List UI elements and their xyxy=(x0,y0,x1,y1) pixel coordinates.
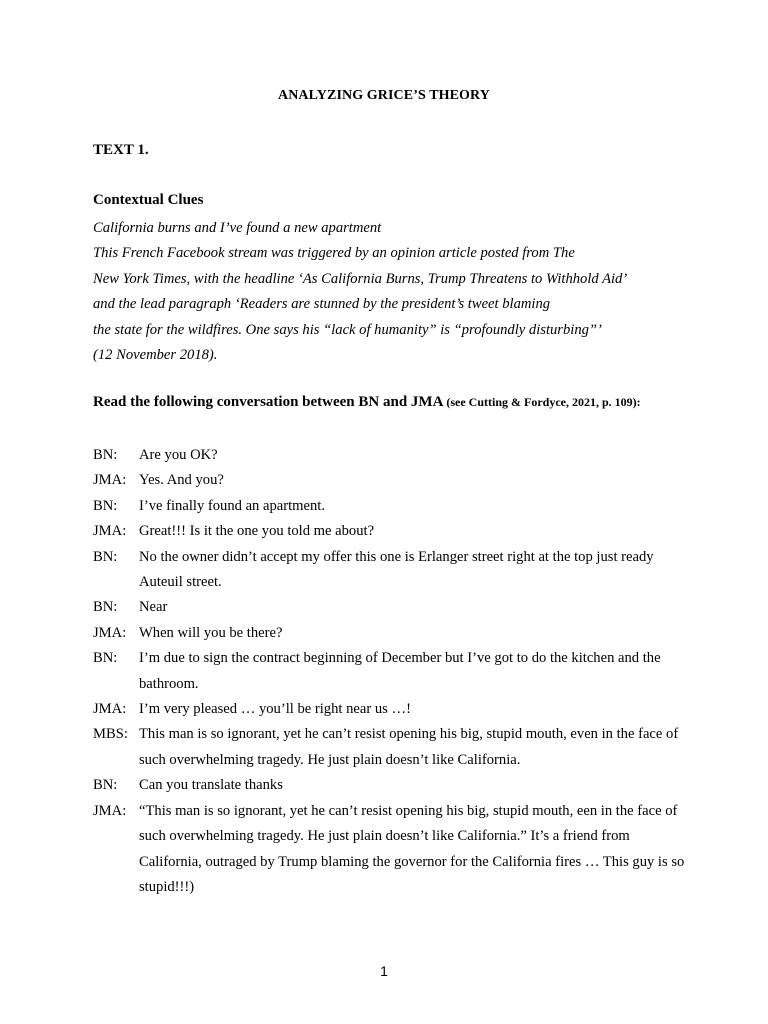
speaker-label: JMA: xyxy=(93,802,127,819)
utterance-text: No the owner didn’t accept my offer this one is Erlanger street right at the top just ready Auteuil street. xyxy=(139,548,654,591)
speaker-label: BN: xyxy=(93,650,118,667)
utterance-text: Near xyxy=(139,599,168,616)
conversation-turn xyxy=(93,646,693,697)
conversation-turn xyxy=(93,519,693,544)
conversation-turn xyxy=(93,799,693,901)
conversation-turn xyxy=(93,621,693,646)
conversation-turn xyxy=(93,443,693,468)
utterance-text: When will you be there? xyxy=(139,624,283,641)
utterance-text: “This man is so ignorant, yet he can’t resist opening his big, stupid mouth, een in the face of such overwhelming tragedy. He just plain doesn’t like California.” It’s a friend from California, outraged by Trump blaming the governor for the California fires … This guy is so stupid!!!) xyxy=(139,802,685,895)
conversation-turn xyxy=(93,697,693,722)
context-line: New York Times, with the headline ‘As California Burns, Trump Threatens to Withhold Aid’ xyxy=(93,270,628,287)
context-line: This French Facebook stream was triggered by an opinion article posted from The xyxy=(93,245,575,262)
utterance-text: Great!!! Is it the one you told me about? xyxy=(139,523,375,540)
speaker-label: BN: xyxy=(93,777,118,794)
speaker-label: JMA: xyxy=(93,624,127,641)
speaker-label: BN: xyxy=(93,599,118,616)
conversation-turn xyxy=(93,494,693,519)
speaker-label: JMA: xyxy=(93,701,127,718)
context-line: (12 November 2018). xyxy=(93,347,218,364)
text-label: TEXT 1. xyxy=(93,142,149,158)
instruction-reference: (see Cutting & Fordyce, 2021, p. 109): xyxy=(446,395,641,409)
utterance-text: I’ve finally found an apartment. xyxy=(139,497,325,514)
utterance-text: This man is so ignorant, yet he can’t resist opening his big, stupid mouth, even in the face of such overwhelming tragedy. He just plain doesn’t like California. xyxy=(139,726,679,768)
conversation-turn xyxy=(93,468,693,493)
utterance-text: I’m due to sign the contract beginning of December but I’ve got to do the kitchen and the bathroom. xyxy=(139,650,661,692)
speaker-label: BN: xyxy=(93,548,118,565)
speaker-label: BN: xyxy=(93,447,118,463)
utterance-text: I’m very pleased … you’ll be right near us …! xyxy=(139,701,411,718)
conversation xyxy=(93,443,693,900)
conversation-turn xyxy=(93,773,693,798)
context-line: the state for the wildfires. One says his “lack of humanity” is “profoundly disturbing”’ xyxy=(93,321,602,338)
page-title: ANALYZING GRICE’S THEORY xyxy=(278,88,490,103)
speaker-label: JMA: xyxy=(93,523,127,540)
conversation-turn xyxy=(93,545,693,596)
utterance-text: Can you translate thanks xyxy=(139,777,283,794)
speaker-label: JMA: xyxy=(93,472,127,489)
context-heading: Contextual Clues xyxy=(93,192,204,208)
instruction xyxy=(93,394,641,411)
context-paragraph xyxy=(93,216,693,368)
speaker-label: MBS: xyxy=(93,726,128,743)
conversation-turn xyxy=(93,722,693,773)
context-line: California burns and I’ve found a new apartment xyxy=(93,220,382,236)
instruction-text: Read the following conversation between BN and JMA xyxy=(93,394,447,410)
context-line: and the lead paragraph ‘Readers are stunned by the president’s tweet blaming xyxy=(93,296,551,313)
speaker-label: BN: xyxy=(93,497,118,514)
conversation-turn xyxy=(93,595,693,620)
utterance-text: Yes. And you? xyxy=(139,472,224,489)
page-number: 1 xyxy=(380,963,388,979)
utterance-text: Are you OK? xyxy=(139,447,218,463)
